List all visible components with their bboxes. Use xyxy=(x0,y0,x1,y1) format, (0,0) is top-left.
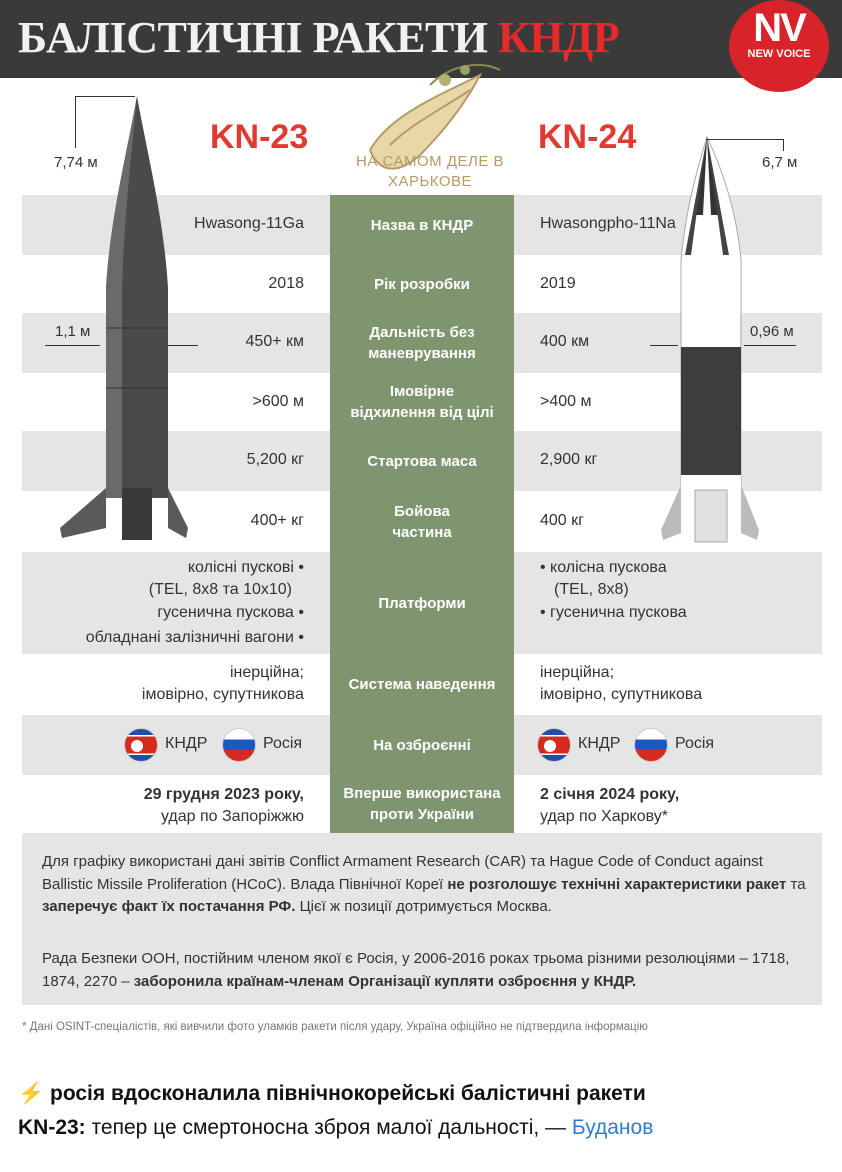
label-first-use-line2: проти України xyxy=(369,806,475,823)
left-country2: Росія xyxy=(263,735,303,752)
right-diameter-label: 0,96 м xyxy=(750,323,794,340)
left-warhead-value: 400+ кг xyxy=(250,512,304,529)
left-diameter-label: 1,1 м xyxy=(55,323,91,340)
title-part2: КНДР xyxy=(498,13,620,62)
note2-a: Рада Безпеки ООН, постійним членом якої є Росія, у 2006-2016 роках трьома різними резолюціями – 1718, 1874, 2270 – xyxy=(42,950,790,990)
left-year-value: 2018 xyxy=(268,275,304,292)
north-korea-flag-icon xyxy=(124,728,158,762)
right-warhead-value: 400 кг xyxy=(540,512,584,529)
kn24-rocket-icon xyxy=(655,135,765,550)
label-guidance: Система наведення xyxy=(348,676,496,693)
note-paragraph-2 xyxy=(42,948,812,993)
title-part1: БАЛІСТИЧНІ РАКЕТИ xyxy=(18,13,499,62)
right-length-tick xyxy=(783,139,784,151)
left-platform-3: гусенична пускова • xyxy=(157,604,304,621)
left-name-value: Hwasong-11Ga xyxy=(194,215,304,232)
left-platform-2: (TEL, 8x8 та 10x10) xyxy=(148,581,292,598)
russia-flag-icon xyxy=(222,728,256,762)
left-range-value: 450+ км xyxy=(245,333,304,350)
right-platform-3: • гусенична пускова xyxy=(540,604,687,621)
right-name-value: Hwasongpho-11Na xyxy=(540,215,676,232)
left-length-label: 7,74 м xyxy=(54,154,98,171)
left-first-use-date: 29 грудня 2023 року, xyxy=(143,786,304,803)
right-first-use-target: удар по Харкову* xyxy=(540,808,668,825)
caption-link[interactable]: Буданов xyxy=(571,1116,654,1139)
right-mass-value: 2,900 кг xyxy=(540,451,598,468)
note1-d: заперечує факт їх постачання РФ. xyxy=(42,898,296,915)
right-diameter-arrow2 xyxy=(744,345,796,346)
label-platforms: Платформи xyxy=(378,594,466,612)
label-deviation-line1: Імовірне xyxy=(389,383,455,400)
label-first-use-line1: Вперше використана xyxy=(343,785,501,802)
label-range xyxy=(330,313,514,373)
left-diameter-arrow2 xyxy=(168,345,198,346)
note1-e: Цієї ж позиції дотримується Москва. xyxy=(295,898,552,915)
caption-text: тепер це смертоносна зброя малої дальності, — xyxy=(85,1116,572,1139)
label-range-line1: Дальність без xyxy=(369,324,475,341)
watermark-text xyxy=(320,152,540,192)
right-country1: КНДР xyxy=(578,735,621,752)
right-length-line xyxy=(706,139,784,140)
note2-b: заборонила країнам-членам Організації купляти озброєння у КНДР. xyxy=(133,972,637,990)
right-guidance-2: імовірно, супутникова xyxy=(540,686,703,703)
left-rocket-name: KN-23 xyxy=(210,118,309,156)
left-length-line xyxy=(75,96,135,97)
right-platform-1: • колісна пускова xyxy=(540,559,667,576)
right-country2: Росія xyxy=(675,735,715,752)
logo-sub: NEW VOICE xyxy=(747,48,811,60)
caption-bold-2: KN-23: xyxy=(18,1116,86,1139)
label-deviation-line2: відхилення від цілі xyxy=(350,404,494,421)
lightning-icon: ⚡ xyxy=(18,1082,45,1105)
label-year: Рік розробки xyxy=(374,275,470,293)
nv-logo xyxy=(729,0,829,92)
right-diameter-arrow xyxy=(650,345,678,346)
left-country1: КНДР xyxy=(165,735,208,752)
right-range-value: 400 км xyxy=(540,333,590,350)
label-warhead-line1: Бойова xyxy=(394,502,450,520)
label-name: Назва в КНДР xyxy=(370,216,474,234)
right-length-label: 6,7 м xyxy=(762,154,798,171)
logo-main: NV xyxy=(753,6,805,50)
note1-b: не розголошує технічні характеристики ракет xyxy=(447,875,787,893)
left-platform-4: обладнані залізничні вагони • xyxy=(85,629,304,646)
left-length-tick xyxy=(75,96,76,148)
left-first-use-target: удар по Запоріжжю xyxy=(160,808,304,825)
russia-flag-icon xyxy=(634,728,668,762)
left-deviation-value: >600 м xyxy=(252,393,304,410)
left-diameter-arrow xyxy=(45,345,100,346)
right-guidance-1: інерційна; xyxy=(540,664,615,681)
label-first-use xyxy=(330,775,514,833)
label-warhead-line2: частина xyxy=(392,523,452,541)
left-mass-value: 5,200 кг xyxy=(246,451,304,468)
note1-a: Для графіку використані дані звітів Conflict Armament Research (CAR) та Hague Code of Conduct against Ballistic Missile Proliferation (HCoC). Влада Північної Кореї xyxy=(42,853,763,893)
left-platform-1: колісні пускові • xyxy=(187,559,304,576)
label-deviation xyxy=(330,373,514,431)
post-caption xyxy=(18,1077,828,1145)
right-platform-2: (TEL, 8x8) xyxy=(554,581,629,598)
note-paragraph-1 xyxy=(42,851,812,919)
label-armed: На озброєнні xyxy=(373,736,471,754)
note1-c: та xyxy=(786,875,806,893)
label-warhead xyxy=(330,491,514,552)
label-range-line2: маневрування xyxy=(368,345,476,362)
caption-bold-1: росія вдосконалила північнокорейські балістичні ракети xyxy=(50,1082,646,1105)
right-deviation-value: >400 м xyxy=(540,393,592,410)
right-year-value: 2019 xyxy=(540,275,576,292)
footnote: * Дані OSINT-спеціалістів, які вивчили фото уламків ракети після удару, Україна офіційно не підтвердила інформацію xyxy=(22,1021,648,1033)
right-rocket-name: KN-24 xyxy=(538,118,637,156)
left-guidance-1: інерційна; xyxy=(229,664,304,681)
left-guidance-2: імовірно, супутникова xyxy=(141,686,304,703)
label-mass: Стартова маса xyxy=(367,452,477,470)
watermark-line2: ХАРЬКОВЕ xyxy=(387,173,473,190)
right-first-use-date: 2 січня 2024 року, xyxy=(540,786,680,803)
north-korea-flag-icon xyxy=(537,728,571,762)
watermark-line1: НА САМОМ ДЕЛЕ В xyxy=(355,153,505,170)
